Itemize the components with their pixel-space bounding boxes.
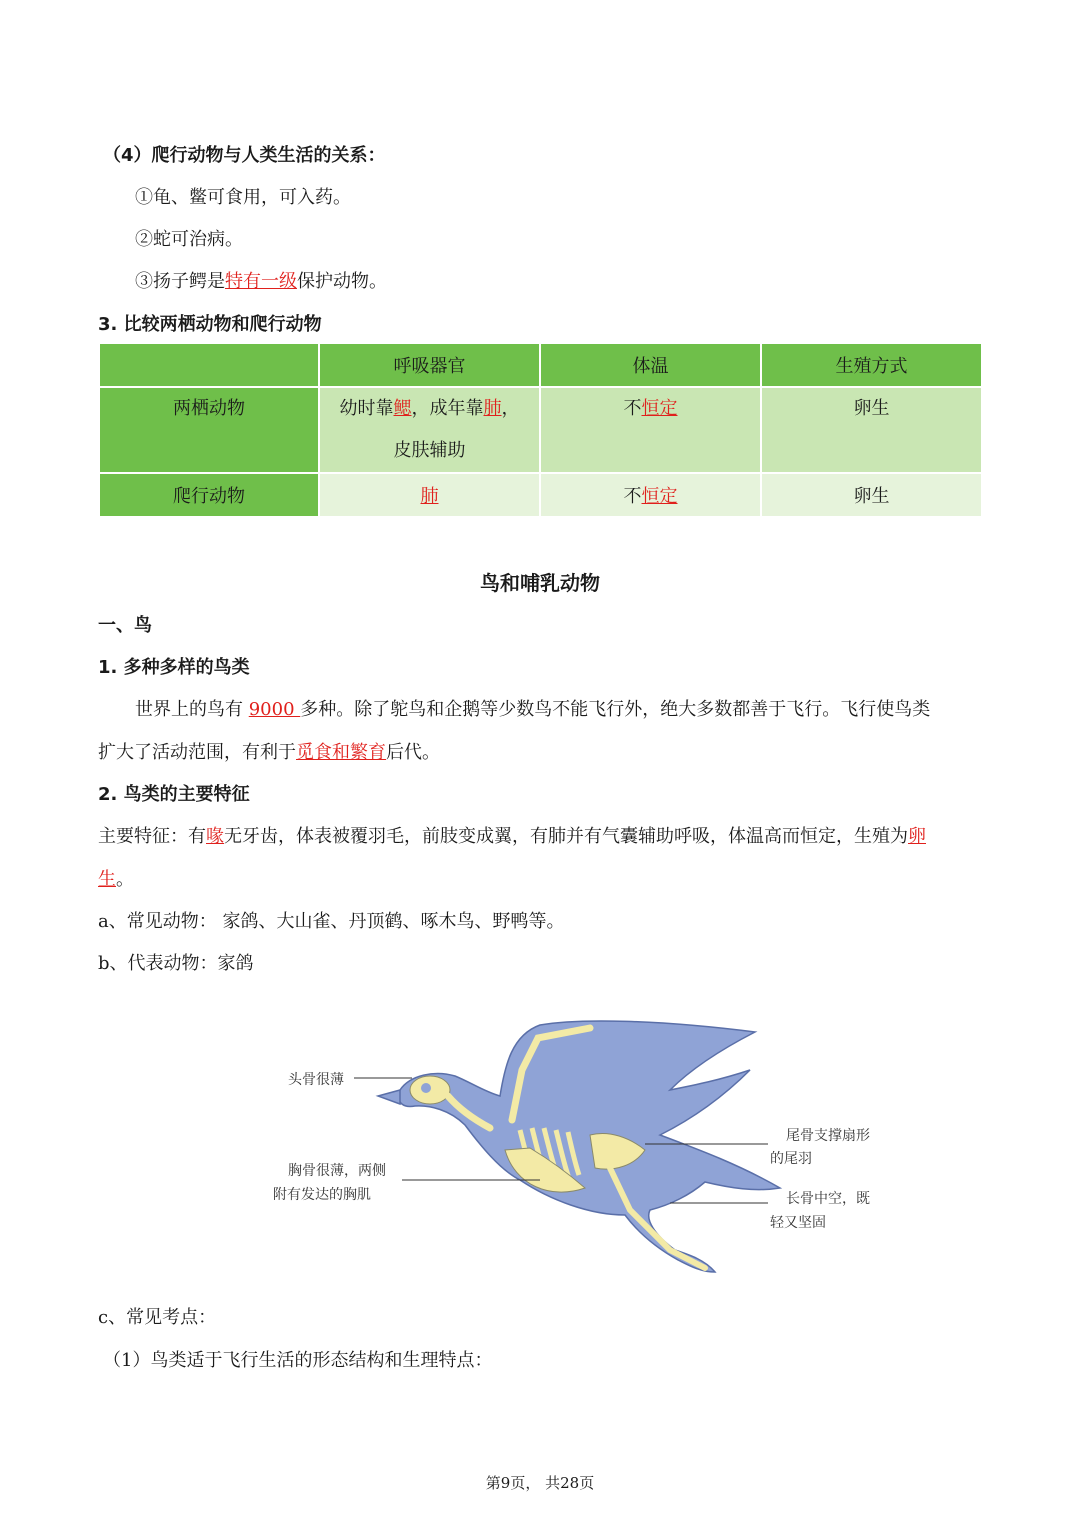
table-cell xyxy=(761,387,982,473)
subsection-heading: 3. 比较两栖动物和爬行动物 xyxy=(98,314,322,335)
paragraph-line xyxy=(98,865,134,891)
table-cell: 卵生 xyxy=(761,473,982,517)
text: ③扬子鳄是 xyxy=(135,271,225,292)
table-cell xyxy=(319,387,540,473)
table-cell xyxy=(319,473,540,517)
text: 保护动物。 xyxy=(297,271,387,292)
text: 世界上的鸟有 xyxy=(135,699,249,720)
text: 多种。除了鸵鸟和企鹅等少数鸟不能飞行外，绝大多数都善于飞行。飞行使鸟类 xyxy=(300,699,931,720)
table-header-cell: 呼吸器官 xyxy=(319,343,540,387)
page-footer: 第9页， 共28页 xyxy=(485,1474,595,1492)
subsection-heading: （4）爬行动物与人类生活的关系： xyxy=(103,145,386,166)
highlight-answer: 觅食和繁育 xyxy=(296,742,386,763)
figure-label: 附有发达的胸肌 xyxy=(273,1187,371,1203)
highlight-answer: 卵 xyxy=(908,826,926,847)
highlight-answer: 恒定 xyxy=(641,486,678,507)
list-item: a、常见动物： 家鸽、大山雀、丹顶鹤、啄木鸟、野鸭等。 xyxy=(98,911,565,932)
highlight-answer: 鳃 xyxy=(393,398,412,419)
text: ，成年靠 xyxy=(411,398,484,419)
cell-text: 皮肤辅助 xyxy=(393,440,466,461)
table-header-row xyxy=(99,343,982,387)
list-item xyxy=(135,267,387,293)
table-header-cell: 生殖方式 xyxy=(761,343,982,387)
row-header-cell xyxy=(99,387,319,473)
text: 不 xyxy=(623,486,642,507)
figure-label: 长骨中空，既 xyxy=(786,1191,870,1207)
subsection-heading: 1. 多种多样的鸟类 xyxy=(98,657,250,678)
highlight-answer: 9000 xyxy=(248,699,301,720)
highlight-answer: 肺 xyxy=(420,486,439,507)
highlight-answer: 肺 xyxy=(483,398,502,419)
paragraph-line xyxy=(135,695,930,721)
pigeon-body xyxy=(399,1021,780,1272)
cell-text xyxy=(320,388,539,430)
figure-label: 的尾羽 xyxy=(770,1151,812,1167)
highlight-answer: 喙 xyxy=(206,826,224,847)
paragraph-line xyxy=(98,738,440,764)
table-cell xyxy=(540,387,761,473)
table-cell xyxy=(540,473,761,517)
list-item: b、代表动物：家鸽 xyxy=(98,953,254,974)
text: 幼时靠 xyxy=(339,398,394,419)
table-header-cell xyxy=(99,343,319,387)
comparison-table xyxy=(98,342,983,518)
text: ， xyxy=(501,398,520,419)
table-row xyxy=(99,387,982,473)
text: 主要特征：有 xyxy=(98,826,206,847)
figure-label: 轻又坚固 xyxy=(770,1215,826,1231)
paragraph-line xyxy=(98,822,926,848)
text: 无牙齿，体表被覆羽毛，前肢变成翼，有肺并有气囊辅助呼吸，体温高而恒定，生殖为 xyxy=(224,826,908,847)
cell-text: 卵生 xyxy=(853,398,890,419)
text: 扩大了活动范围，有利于 xyxy=(98,742,296,763)
row-header-cell: 爬行动物 xyxy=(99,473,319,517)
highlight-answer: 特有一级 xyxy=(225,271,297,292)
text: 后代。 xyxy=(386,742,440,763)
highlight-answer: 恒定 xyxy=(641,398,678,419)
figure-label: 头骨很薄 xyxy=(288,1072,344,1088)
page-title: 鸟和哺乳动物 xyxy=(480,571,600,595)
figure-label: 尾骨支撑扇形 xyxy=(786,1128,870,1144)
table-row xyxy=(99,473,982,517)
subsection-heading: 2. 鸟类的主要特征 xyxy=(98,784,250,805)
figure-label: 胸骨很薄，两侧 xyxy=(288,1163,386,1179)
list-item: ①龟、鳖可食用，可入药。 xyxy=(135,187,351,208)
highlight-answer: 生 xyxy=(98,869,116,890)
list-item: c、常见考点： xyxy=(98,1307,217,1328)
row-header-label: 两栖动物 xyxy=(173,398,245,419)
cell-text xyxy=(541,388,760,430)
beak xyxy=(378,1090,400,1104)
text: 。 xyxy=(116,869,134,890)
table-header-cell: 体温 xyxy=(540,343,761,387)
list-item: （1）鸟类适于飞行生活的形态结构和生理特点： xyxy=(103,1350,493,1371)
text: 不 xyxy=(623,398,642,419)
section-heading: 一、鸟 xyxy=(98,615,152,636)
list-item: ②蛇可治病。 xyxy=(135,229,243,250)
